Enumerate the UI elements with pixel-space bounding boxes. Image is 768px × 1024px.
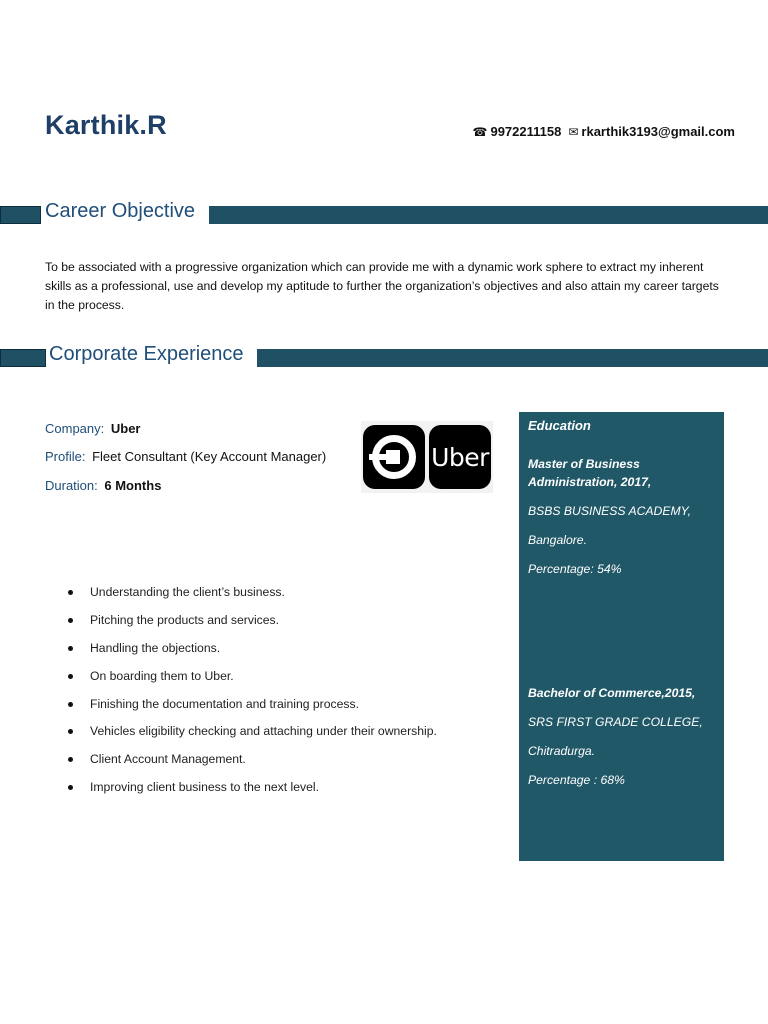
- mba-city: Bangalore.: [528, 533, 587, 547]
- career-objective-text: To be associated with a progressive organization which can provide me with a dynamic work sphere to extract my inherent skills as a professional, use and develop my aptitude to further the organization’s objectives and also attain my career targets in the process.: [45, 260, 719, 312]
- section-bar-fill: [257, 349, 768, 367]
- bcom-percentage: Percentage : 68%: [528, 773, 625, 787]
- uber-logo-text: Uber: [431, 442, 489, 472]
- duration-value: 6 Months: [104, 478, 162, 493]
- bcom-city: Chitradurga.: [528, 744, 596, 758]
- phone-number: 9972211158: [490, 124, 562, 139]
- career-objective-heading: Career Objective: [42, 200, 198, 223]
- list-item: Understanding the client’s business.: [66, 585, 437, 613]
- company-field: [45, 421, 141, 436]
- phone-icon: ☎: [472, 124, 488, 139]
- responsibilities-list: [66, 585, 437, 808]
- candidate-name: Karthik.R: [45, 110, 167, 140]
- duration-field: [45, 478, 161, 493]
- uber-logo-mark: [363, 425, 425, 489]
- list-item: Handling the objections.: [66, 641, 437, 669]
- company-value: Uber: [110, 421, 141, 436]
- contact-info: [473, 124, 735, 139]
- section-bar-fill: [209, 206, 768, 224]
- list-item: Pitching the products and services.: [66, 613, 437, 641]
- list-item: Client Account Management.: [66, 752, 437, 780]
- corporate-experience-bar: [0, 343, 768, 367]
- bcom-degree: Bachelor of Commerce,2015,: [528, 686, 696, 700]
- email-address: rkarthik3193@gmail.com: [581, 124, 735, 139]
- list-item: Finishing the documentation and training process.: [66, 697, 437, 725]
- uber-logo-wordmark: [429, 425, 491, 489]
- uber-logo: [361, 421, 493, 493]
- mba-degree: Master of Business Administration, 2017,: [528, 457, 652, 489]
- section-bar-stub: [0, 349, 46, 367]
- list-item: Improving client business to the next level.: [66, 780, 437, 808]
- envelope-icon: ✉: [568, 124, 579, 139]
- profile-field: [45, 449, 326, 464]
- company-label: Company:: [45, 421, 105, 436]
- section-bar-stub: [0, 206, 41, 224]
- profile-label: Profile:: [45, 449, 86, 464]
- list-item: Vehicles eligibility checking and attaching under their ownership.: [66, 724, 437, 752]
- education-sidebar: [519, 412, 724, 861]
- duration-label: Duration:: [45, 478, 98, 493]
- bcom-school: SRS FIRST GRADE COLLEGE,: [528, 715, 703, 729]
- education-heading: Education: [528, 418, 591, 433]
- mba-school: BSBS BUSINESS ACADEMY,: [528, 504, 692, 518]
- mba-percentage: Percentage: 54%: [528, 562, 622, 576]
- list-item: On boarding them to Uber.: [66, 669, 437, 697]
- profile-value: Fleet Consultant (Key Account Manager): [92, 449, 327, 464]
- corporate-experience-heading: Corporate Experience: [46, 343, 247, 366]
- career-objective-bar: [0, 200, 768, 224]
